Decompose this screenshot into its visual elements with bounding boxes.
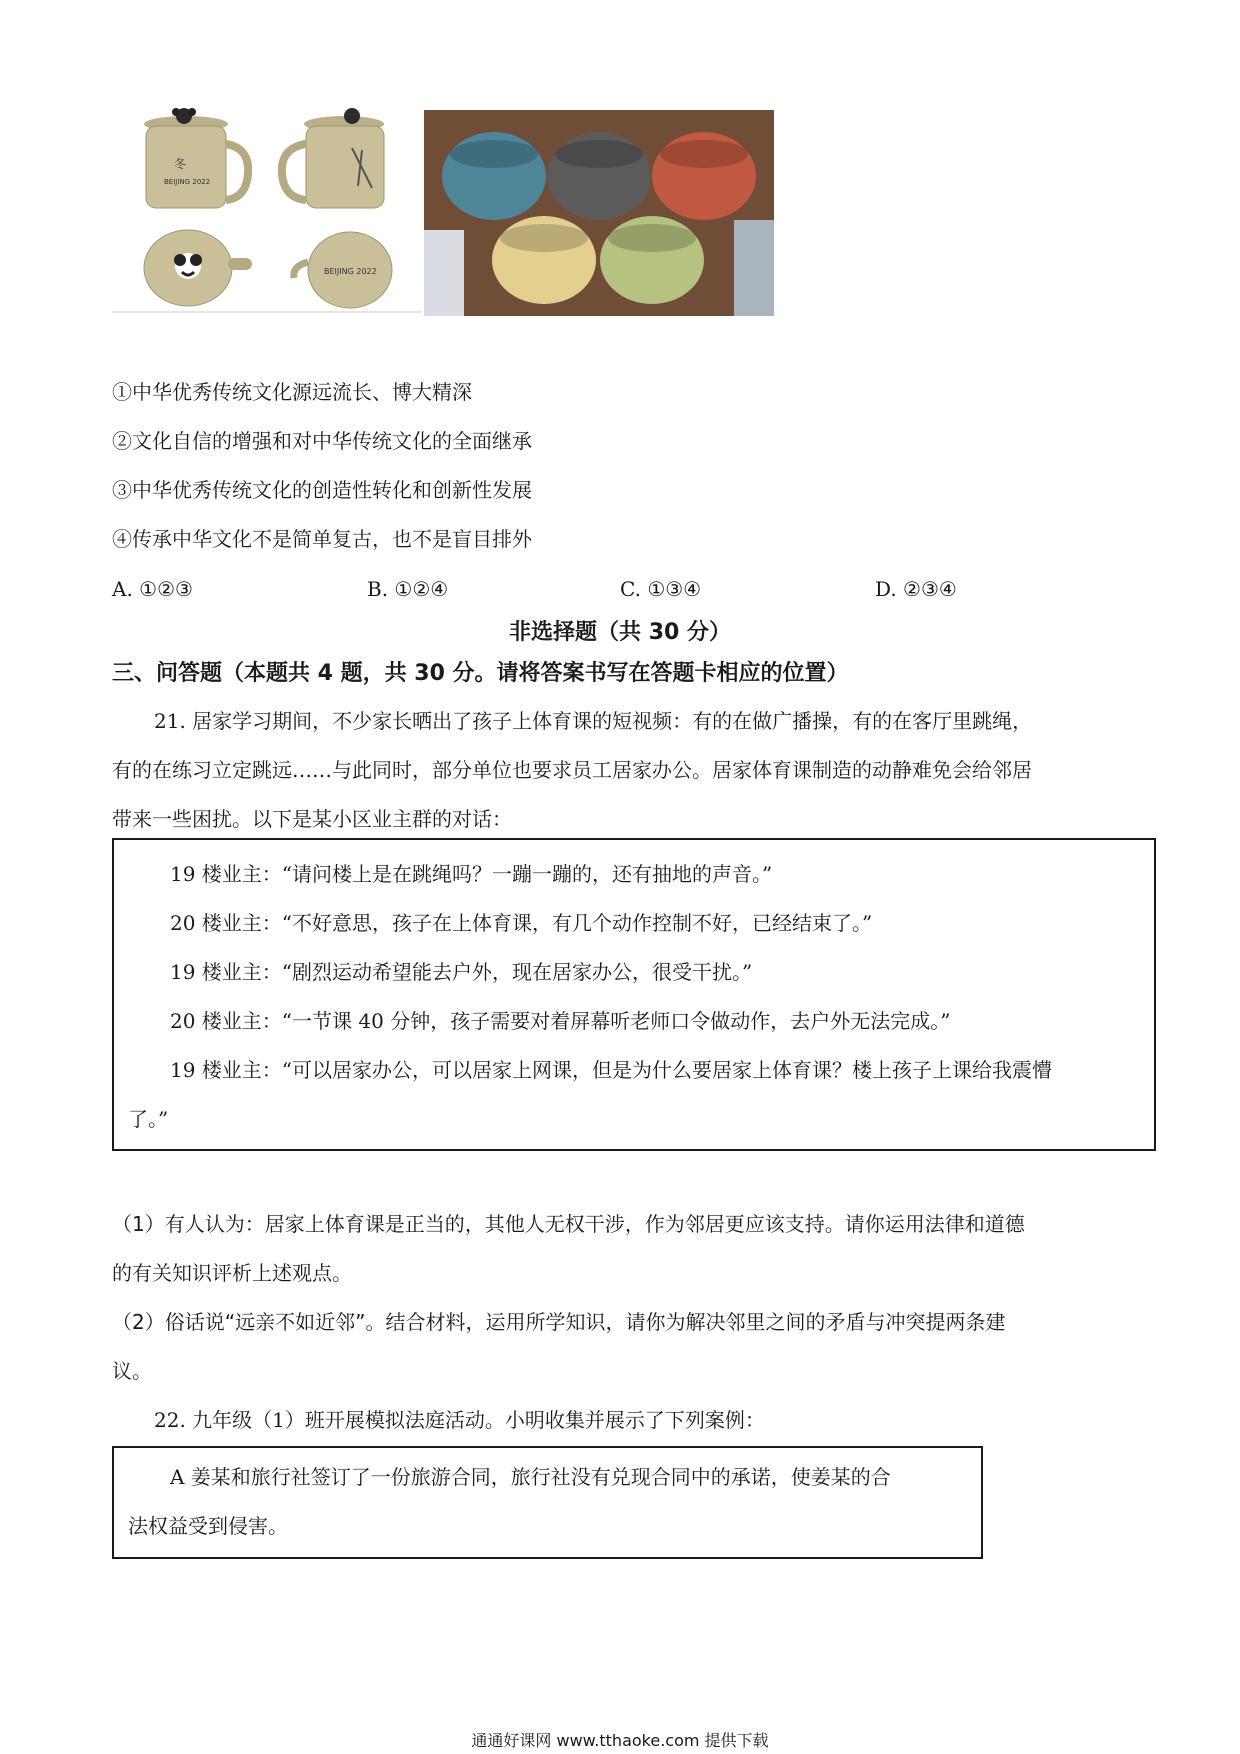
choice-c	[620, 574, 701, 604]
option-4: ④传承中华文化不是简单复古，也不是盲目排外	[112, 527, 532, 551]
choice-text: ①②③	[139, 577, 193, 601]
q21-sub-line-4: 议。	[112, 1359, 152, 1383]
choice-letter: C.	[620, 577, 641, 601]
q21-intro-line-3: 带来一些困扰。以下是某小区业主群的对话：	[112, 807, 512, 831]
choice-a	[112, 574, 193, 604]
dialog-line-1: 19 楼业主：“请问楼上是在跳绳吗？一蹦一蹦的，还有抽地的声音。”	[170, 862, 773, 886]
section-heading: 三、问答题（本题共 4 题，共 30 分。请将答案书写在答题卡相应的位置）	[112, 661, 849, 686]
q21-intro-line-2: 有的在练习立定跳远……与此同时，部分单位也要求员工居家办公。居家体育课制造的动静难免会给邻居	[112, 758, 1032, 782]
bowl-rim	[608, 224, 696, 252]
choice-text: ②③④	[903, 577, 957, 601]
option-3: ③中华优秀传统文化的创造性转化和创新性发展	[112, 478, 532, 502]
q21-sub-line-2: 的有关知识评析上述观点。	[112, 1261, 352, 1285]
clay-bowls-icon	[424, 110, 774, 316]
svg-text:BEIJING 2022: BEIJING 2022	[324, 267, 377, 276]
option-1: ①中华优秀传统文化源远流长、博大精深	[112, 380, 472, 404]
dialog-line-2: 20 楼业主：“不好意思，孩子在上体育课，有几个动作控制不好，已经结束了。”	[170, 911, 873, 935]
choice-text: ①③④	[647, 577, 702, 601]
q21-intro-line-1: 21. 居家学习期间，不少家长晒出了孩子上体育课的短视频：有的在做广播操，有的在客厅里跳绳，	[154, 709, 1033, 733]
panda-mug-photo	[112, 98, 422, 314]
clay-bowls-photo	[424, 110, 774, 316]
svg-text:冬: 冬	[174, 157, 187, 171]
page-footer: 通通好课网 www.tthaoke.com 提供下载	[471, 1731, 769, 1750]
dialog-line-5: 19 楼业主：“可以居家办公，可以居家上网课，但是为什么要居家上体育课？楼上孩子上课给我震懵	[170, 1058, 1053, 1082]
bowl-rim	[555, 140, 643, 168]
bowl-rim	[660, 140, 748, 168]
dialog-line-6: 了。”	[128, 1107, 169, 1131]
option-2: ②文化自信的增强和对中华传统文化的全面继承	[112, 429, 532, 453]
choice-d	[875, 574, 957, 604]
dialog-line-3: 19 楼业主：“剧烈运动希望能去户外，现在居家办公，很受干扰。”	[170, 960, 753, 984]
choice-letter: A.	[112, 577, 133, 601]
choice-letter: B.	[367, 577, 389, 601]
bowl-rim	[450, 140, 538, 168]
section-title: 非选择题（共 30 分）	[509, 620, 731, 645]
case-line-1: A 姜某和旅行社签订了一份旅游合同，旅行社没有兑现合同中的承诺，使姜某的合	[170, 1465, 891, 1489]
svg-text:BEIJING 2022: BEIJING 2022	[164, 178, 211, 186]
q21-sub-line-1: （1）有人认为：居家上体育课是正当的，其他人无权干涉，作为邻居更应该支持。请你运用法律和道德	[112, 1212, 1025, 1236]
panda-bamboo-mug-icon	[112, 98, 422, 314]
q21-sub-line-3: （2）俗话说“远亲不如近邻”。结合材料，运用所学知识，请你为解决邻里之间的矛盾与冲突提两条建	[112, 1310, 1006, 1334]
case-line-2: 法权益受到侵害。	[128, 1514, 288, 1538]
dialog-line-4: 20 楼业主：“一节课 40 分钟，孩子需要对着屏幕听老师口令做动作，去户外无法完成。”	[170, 1009, 951, 1033]
choice-b	[367, 574, 448, 604]
choice-text: ①②④	[394, 577, 449, 601]
q22-intro: 22. 九年级（1）班开展模拟法庭活动。小明收集并展示了下列案例：	[154, 1408, 765, 1432]
bowl-rim	[500, 224, 588, 252]
choice-letter: D.	[875, 577, 897, 601]
